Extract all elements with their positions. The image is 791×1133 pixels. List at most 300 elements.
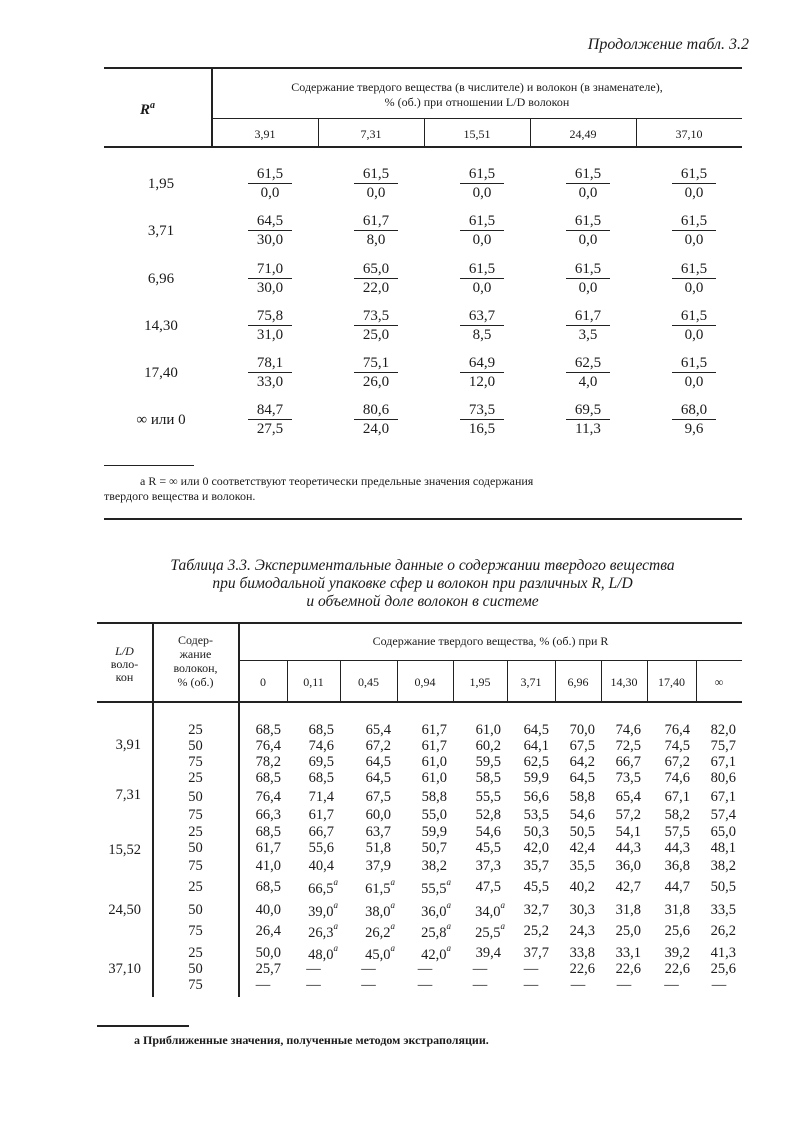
t32-fraction — [354, 212, 398, 249]
t33-solid-value: 82,0 — [710, 722, 736, 738]
t33-fiber-pct: 25 — [188, 770, 203, 786]
t33-solid-value: — — [417, 961, 433, 977]
t33-solid-value: — — [361, 961, 376, 977]
t33-solid-value: 37,9 — [365, 858, 391, 874]
t33-col-divider — [397, 661, 398, 701]
t33-solid-value: 57,5 — [664, 824, 690, 840]
t32-fraction — [672, 307, 716, 344]
t33-solid-value: 39,0$^a$ — [308, 900, 338, 920]
t32-fiber-value: 0,0 — [578, 232, 598, 248]
t33-solid-value: 50,7 — [421, 840, 447, 856]
t33-solid-value: 50,5 — [710, 879, 736, 895]
t32-fraction — [672, 401, 716, 438]
t32-fiber-value: 24,0 — [362, 421, 390, 437]
t32-solid-value: 61,5 — [672, 307, 716, 326]
t33-solid-value: 25,2 — [523, 923, 549, 939]
t32-col-header: 24,49 — [569, 127, 597, 141]
t33-pct-header: Содер- жание волокон, % (об.) — [173, 633, 218, 689]
t32-fiber-value: 30,0 — [256, 280, 284, 296]
t33-footnote-rule — [97, 1025, 189, 1027]
t33-solid-value: 76,4 — [255, 789, 281, 805]
t33-solid-value: 26,3$^a$ — [308, 921, 338, 941]
t33-solid-value: 58,5 — [475, 770, 501, 786]
t33-r-col-header: 6,96 — [567, 675, 589, 689]
t33-solid-value: 53,5 — [523, 807, 549, 823]
t32-row-label: 6,96 — [147, 271, 175, 287]
t33-col-divider — [555, 661, 556, 701]
t32-fraction — [460, 401, 504, 438]
t32-fiber-value: 0,0 — [684, 185, 704, 201]
t33-solid-value: 61,5$^a$ — [365, 877, 395, 897]
t33-solid-value: 31,8 — [615, 902, 641, 918]
t33-solid-value: 78,2 — [255, 754, 281, 770]
t33-solid-value: 34,0$^a$ — [475, 900, 505, 920]
t32-solid-value: 61,5 — [672, 212, 716, 231]
t33-solid-value: 38,2 — [710, 858, 736, 874]
t32-fiber-value: 0,0 — [366, 185, 386, 201]
t32-fraction — [672, 212, 716, 249]
t33-solid-value: 38,0$^a$ — [365, 900, 395, 920]
t32-col-divider — [424, 119, 425, 146]
t32-top-rule — [104, 67, 742, 69]
t33-solid-value: 25,5$^a$ — [475, 921, 505, 941]
t33-col-divider — [647, 661, 648, 701]
t32-fiber-value: 12,0 — [468, 374, 496, 390]
t33-solid-value: 74,6 — [308, 738, 334, 754]
t33-solid-value: 67,1 — [710, 754, 736, 770]
t32-fiber-value: 16,5 — [468, 421, 496, 437]
t33-solid-value: 68,5 — [308, 770, 334, 786]
t33-solid-value: 65,4 — [365, 722, 391, 738]
t33-solid-value: 36,0$^a$ — [421, 900, 451, 920]
t33-solid-value: — — [711, 977, 727, 993]
t33-solid-value: — — [306, 977, 321, 993]
t33-solid-value: 51,8 — [365, 840, 391, 856]
t33-solid-value: 61,7 — [255, 840, 281, 856]
t33-fiber-pct: 75 — [188, 858, 203, 874]
t32-subheader-rule — [212, 118, 742, 119]
t32-solid-value: 61,5 — [672, 354, 716, 373]
t33-solid-value: 59,9 — [421, 824, 447, 840]
t32-fraction — [248, 165, 292, 202]
t33-solid-value: 25,6 — [710, 961, 736, 977]
t33-r-col-header: 0,11 — [303, 675, 324, 689]
t33-solid-value: 55,5 — [475, 789, 501, 805]
t32-fraction — [460, 307, 504, 344]
t33-solid-value: 67,5 — [569, 738, 595, 754]
t32-fraction — [460, 212, 504, 249]
t32-col-divider — [318, 119, 319, 146]
t33-r-col-header: ∞ — [714, 675, 724, 689]
t33-solid-value: 26,2$^a$ — [365, 921, 395, 941]
t32-solid-value: 73,5 — [460, 401, 504, 420]
t33-r-col-header: 17,40 — [658, 675, 685, 689]
t33-solid-value: 31,8 — [664, 902, 690, 918]
t33-solid-value: 40,2 — [569, 879, 595, 895]
t32-fraction — [248, 212, 292, 249]
t32-solid-value: 61,5 — [566, 212, 610, 231]
t33-solid-value: 36,0 — [615, 858, 641, 874]
t33-solid-value: 66,7 — [615, 754, 641, 770]
t33-solid-value: 47,5 — [475, 879, 501, 895]
t32-solid-value: 61,5 — [460, 212, 504, 231]
t33-solid-value: 64,5 — [523, 722, 549, 738]
t33-solid-value: 36,8 — [664, 858, 690, 874]
t33-solid-value: 42,0 — [523, 840, 549, 856]
t33-solid-value: 33,5 — [710, 902, 736, 918]
t33-solid-value: 61,7 — [421, 722, 447, 738]
t32-row-label: ∞ или 0 — [136, 412, 186, 428]
t32-col-divider — [636, 119, 637, 146]
t32-fiber-value: 0,0 — [260, 185, 280, 201]
t33-solid-value: — — [306, 961, 321, 977]
t33-solid-value: 61,0 — [421, 754, 447, 770]
t33-solid-value: 64,5 — [365, 754, 391, 770]
t33-fiber-pct: 25 — [188, 879, 203, 895]
t33-r-col-header: 1,95 — [469, 675, 491, 689]
t33-fiber-pct: 75 — [188, 807, 203, 823]
t33-fiber-pct: 50 — [188, 789, 203, 805]
t33-solid-value: 73,5 — [615, 770, 641, 786]
t33-solid-value: 67,1 — [710, 789, 736, 805]
t33-solid-value: 59,5 — [475, 754, 501, 770]
t33-solid-value: 58,2 — [664, 807, 690, 823]
t33-solid-value: 26,4 — [255, 923, 281, 939]
t33-solid-value: 24,3 — [569, 923, 595, 939]
t33-solid-value: 68,5 — [255, 770, 281, 786]
t33-solid-value: 61,7 — [421, 738, 447, 754]
t33-solid-value: 54,6 — [475, 824, 501, 840]
t33-solid-value: 56,6 — [523, 789, 549, 805]
t33-solid-value: 61,0 — [421, 770, 447, 786]
t33-r-col-header: 0,45 — [358, 675, 379, 689]
t32-fiber-value: 0,0 — [472, 280, 492, 296]
t33-solid-value: 44,3 — [615, 840, 641, 856]
t33-solid-value: 48,1 — [710, 840, 736, 856]
t32-solid-value: 61,7 — [354, 212, 398, 231]
t33-solid-value: — — [255, 977, 271, 993]
t33-solid-value: 25,0 — [615, 923, 641, 939]
t33-solid-value: 67,2 — [365, 738, 391, 754]
t33-solid-value: 39,4 — [475, 945, 501, 961]
continuation-title: Продолжение табл. 3.2 — [587, 36, 749, 53]
t33-solid-value: 45,5 — [523, 879, 549, 895]
t32-fraction — [566, 401, 610, 438]
t33-solid-value: 55,6 — [308, 840, 334, 856]
t32-solid-value: 73,5 — [354, 307, 398, 326]
t33-solid-value: — — [472, 977, 488, 993]
t33-fiber-pct: 25 — [188, 722, 203, 738]
t32-solid-value: 61,5 — [672, 165, 716, 184]
t32-fraction — [354, 165, 398, 202]
t33-col-divider — [696, 661, 697, 701]
t32-fraction — [248, 260, 292, 297]
t33-solid-value: 42,7 — [615, 879, 641, 895]
t32-fiber-value: 0,0 — [684, 232, 704, 248]
t32-fiber-value: 25,0 — [362, 327, 390, 343]
t32-fraction — [354, 307, 398, 344]
t33-caption: Таблица 3.3. Экспериментальные данные о содержании твердого вещества при бимодальной упаковке сфер и волокон при различных R, L/D и объемной доле волокон в системе — [170, 557, 675, 610]
t32-fraction — [354, 401, 398, 438]
t32-fiber-value: 0,0 — [684, 327, 704, 343]
t33-solid-value: 61,7 — [308, 807, 334, 823]
t33-r-col-header: 0,94 — [414, 675, 436, 689]
t33-solid-value: 67,5 — [365, 789, 391, 805]
t33-solid-value: 72,5 — [615, 738, 641, 754]
t32-col-header: 37,10 — [675, 127, 703, 141]
t32-fiber-value: 26,0 — [362, 374, 390, 390]
t33-solid-value: 68,5 — [255, 824, 281, 840]
t33-solid-value: 57,2 — [615, 807, 641, 823]
t32-row-label: 1,95 — [147, 176, 175, 192]
t32-fiber-value: 22,0 — [362, 280, 390, 296]
t33-fiber-pct: 50 — [188, 902, 203, 918]
t33-solid-value: 65,0 — [710, 824, 736, 840]
t33-solid-value: — — [523, 977, 539, 993]
t33-solid-value: 22,6 — [569, 961, 595, 977]
t33-ld-value: 15,52 — [108, 842, 141, 858]
t32-fraction — [672, 260, 716, 297]
t32-solid-value: 68,0 — [672, 401, 716, 420]
t32-fraction — [672, 354, 716, 391]
t32-solid-value: 75,8 — [248, 307, 292, 326]
t33-solid-value: 68,5 — [308, 722, 334, 738]
t33-solid-value: — — [417, 977, 433, 993]
t33-solid-value: 76,4 — [664, 722, 690, 738]
t33-solid-value: 58,8 — [421, 789, 447, 805]
t32-solid-value: 75,1 — [354, 354, 398, 373]
t32-col-header: 7,31 — [360, 127, 382, 141]
t32-fraction — [566, 260, 610, 297]
t33-fiber-pct: 50 — [188, 961, 203, 977]
t33-solid-value: 66,5$^a$ — [308, 877, 338, 897]
t32-solid-value: 64,9 — [460, 354, 504, 373]
t33-solid-value: 38,2 — [421, 858, 447, 874]
t33-fiber-pct: 50 — [188, 840, 203, 856]
t33-solid-value: 74,6 — [615, 722, 641, 738]
t32-solid-value: 78,1 — [248, 354, 292, 373]
t33-solid-value: 33,1 — [615, 945, 641, 961]
t33-ld-value: 37,10 — [108, 961, 141, 977]
t33-solid-value: 66,3 — [255, 807, 281, 823]
t33-col-divider — [287, 661, 288, 701]
t33-solid-value: 74,6 — [664, 770, 690, 786]
t32-fraction — [460, 260, 504, 297]
t32-fiber-value: 0,0 — [578, 185, 598, 201]
t32-solid-value: 80,6 — [354, 401, 398, 420]
t33-ld-header: L/D воло- кон — [110, 644, 139, 684]
t32-row-label: 14,30 — [144, 318, 178, 334]
t32-fiber-value: 0,0 — [684, 374, 704, 390]
t32-solid-value: 71,0 — [248, 260, 292, 279]
t32-fiber-value: 0,0 — [472, 185, 492, 201]
t33-solid-value: 42,0$^a$ — [421, 943, 451, 963]
t33-solid-value: — — [664, 977, 679, 993]
t32-fiber-value: 0,0 — [684, 280, 704, 296]
t32-r-header: $R^a$ — [140, 100, 156, 118]
t33-solid-value: 55,5$^a$ — [421, 877, 451, 897]
t33-solid-value: 50,3 — [523, 824, 549, 840]
t33-solid-value: 62,5 — [523, 754, 549, 770]
t32-solid-value: 64,5 — [248, 212, 292, 231]
t33-solid-value: 65,4 — [615, 789, 641, 805]
t32-bottom-rule — [104, 518, 742, 520]
t33-solid-value: 42,4 — [569, 840, 595, 856]
t32-fiber-value: 9,6 — [684, 421, 704, 437]
t32-solid-value: 61,5 — [672, 260, 716, 279]
t33-solid-value: 22,6 — [615, 961, 641, 977]
t33-col-divider — [601, 661, 602, 701]
t33-solid-value: 45,0$^a$ — [365, 943, 395, 963]
t32-fiber-value: 0,0 — [578, 280, 598, 296]
t32-fraction — [460, 165, 504, 202]
t32-fiber-value: 4,0 — [578, 374, 598, 390]
t33-col-divider — [453, 661, 454, 701]
t32-fiber-value: 0,0 — [472, 232, 492, 248]
t32-fraction — [566, 307, 610, 344]
t33-solid-value: 40,0 — [255, 902, 281, 918]
t33-solid-value: 59,9 — [523, 770, 549, 786]
t33-solid-value: 39,2 — [664, 945, 690, 961]
t33-fiber-pct: 25 — [188, 945, 203, 961]
t32-row-label: 3,71 — [147, 223, 175, 239]
t32-col-header: 3,91 — [254, 127, 276, 141]
t33-solid-value: 25,7 — [255, 961, 281, 977]
t33-fiber-pct: 75 — [188, 977, 203, 993]
t32-solid-value: 61,5 — [566, 165, 610, 184]
t33-solid-value: — — [361, 977, 376, 993]
t32-solid-value: 61,5 — [566, 260, 610, 279]
t33-solid-value: — — [472, 961, 488, 977]
t33-solid-value: 35,7 — [523, 858, 549, 874]
t33-solid-value: 22,6 — [664, 961, 690, 977]
t32-fiber-value: 27,5 — [256, 421, 284, 437]
t33-fiber-pct: 75 — [188, 923, 203, 939]
t33-solid-value: 80,6 — [710, 770, 736, 786]
t32-fiber-value: 8,5 — [472, 327, 492, 343]
t33-solid-value: 69,5 — [308, 754, 334, 770]
t32-fraction — [460, 354, 504, 391]
t33-col-divider — [340, 661, 341, 701]
t32-solid-value: 62,5 — [566, 354, 610, 373]
t33-solid-value: 76,4 — [255, 738, 281, 754]
t33-solid-value: 54,1 — [615, 824, 641, 840]
t33-solid-value: 68,5 — [255, 722, 281, 738]
t32-fraction — [354, 260, 398, 297]
t32-solid-value: 61,5 — [248, 165, 292, 184]
t33-solid-value: 74,5 — [664, 738, 690, 754]
t33-footnote: a Приближенные значения, полученные методом экстраполяции. — [134, 1033, 489, 1047]
t32-fiber-value: 11,3 — [575, 421, 601, 437]
t32-fiber-value: 30,0 — [256, 232, 284, 248]
t33-solid-value: 67,1 — [664, 789, 690, 805]
t33-top-rule — [97, 622, 742, 624]
t33-col-divider — [507, 661, 508, 701]
t33-solid-value: 25,6 — [664, 923, 690, 939]
t33-solid-value: — — [616, 977, 632, 993]
t33-solid-value: 60,2 — [475, 738, 501, 754]
t33-solid-value: 44,7 — [664, 879, 690, 895]
t33-solid-value: 48,0$^a$ — [308, 943, 338, 963]
t33-solid-value: 66,7 — [308, 824, 334, 840]
t32-col-header: 15,51 — [463, 127, 491, 141]
t33-solid-value: 64,1 — [523, 738, 549, 754]
t32-header-bottom-rule — [104, 146, 742, 148]
t33-r-col-header: 14,30 — [610, 675, 638, 689]
t33-solid-value: 58,8 — [569, 789, 595, 805]
t32-solid-value: 84,7 — [248, 401, 292, 420]
t32-solid-value: 65,0 — [354, 260, 398, 279]
t32-fraction — [248, 401, 292, 438]
t32-solid-value: 61,7 — [566, 307, 610, 326]
t33-solid-value: 45,5 — [475, 840, 501, 856]
t33-solid-value: 32,7 — [523, 902, 549, 918]
t33-solid-value: 41,0 — [255, 858, 281, 874]
t33-solid-value: 37,7 — [523, 945, 549, 961]
t33-solid-value: 25,8$^a$ — [421, 921, 451, 941]
t32-footnote-rule — [104, 465, 194, 466]
t33-header-bottom-rule — [97, 701, 742, 703]
t32-solid-value: 63,7 — [460, 307, 504, 326]
t33-solid-value: 50,5 — [569, 824, 595, 840]
t33-solid-value: 67,2 — [664, 754, 690, 770]
t32-fiber-value: 33,0 — [256, 374, 284, 390]
t33-solid-value: 54,6 — [569, 807, 595, 823]
t33-solid-value: 52,8 — [475, 807, 501, 823]
t32-fraction — [248, 354, 292, 391]
t33-solid-value: 50,0 — [255, 945, 281, 961]
t33-fiber-pct: 75 — [188, 754, 203, 770]
t33-solid-value: 75,7 — [710, 738, 736, 754]
t32-fiber-value: 3,5 — [578, 327, 598, 343]
t33-solid-value: 55,0 — [421, 807, 447, 823]
t33-solid-value: 37,3 — [475, 858, 501, 874]
t32-group-header: Содержание твердого вещества (в числителе) и волокон (в знаменателе), % (об.) при отношении L/D волокон — [291, 80, 663, 109]
t33-solid-value: 44,3 — [664, 840, 690, 856]
t33-solid-value: 30,3 — [569, 902, 595, 918]
t33-solid-value: 33,8 — [569, 945, 595, 961]
t32-fraction — [566, 212, 610, 249]
t33-fiber-pct: 50 — [188, 738, 203, 754]
t33-solid-value: 40,4 — [308, 858, 334, 874]
t33-r-col-header: 0 — [260, 675, 266, 689]
t33-r-col-header: 3,71 — [520, 675, 542, 689]
t33-ld-value: 7,31 — [115, 787, 141, 803]
t32-fiber-value: 8,0 — [366, 232, 386, 248]
t33-solid-value: 26,2 — [710, 923, 736, 939]
t32-fiber-value: 31,0 — [256, 327, 284, 343]
t33-ld-value: 24,50 — [108, 902, 141, 918]
t32-solid-value: 61,5 — [460, 165, 504, 184]
t33-solid-value: 68,5 — [255, 879, 281, 895]
t32-fraction — [566, 165, 610, 202]
t33-solid-value: — — [523, 961, 539, 977]
t33-solid-value: 60,0 — [365, 807, 391, 823]
t33-solid-value: 35,5 — [569, 858, 595, 874]
t33-ld-value: 3,91 — [115, 737, 141, 753]
t32-row-label: 17,40 — [144, 365, 178, 381]
t33-solid-value: — — [570, 977, 586, 993]
t33-group-header: Содержание твердого вещества, % (об.) при R — [372, 634, 609, 648]
t32-fraction — [566, 354, 610, 391]
t33-solid-value: 64,5 — [569, 770, 595, 786]
t32-fraction — [354, 354, 398, 391]
t33-solid-value: 64,2 — [569, 754, 595, 770]
t33-solid-value: 64,5 — [365, 770, 391, 786]
t32-fraction — [248, 307, 292, 344]
t32-fraction — [672, 165, 716, 202]
t33-solid-value: 70,0 — [569, 722, 595, 738]
